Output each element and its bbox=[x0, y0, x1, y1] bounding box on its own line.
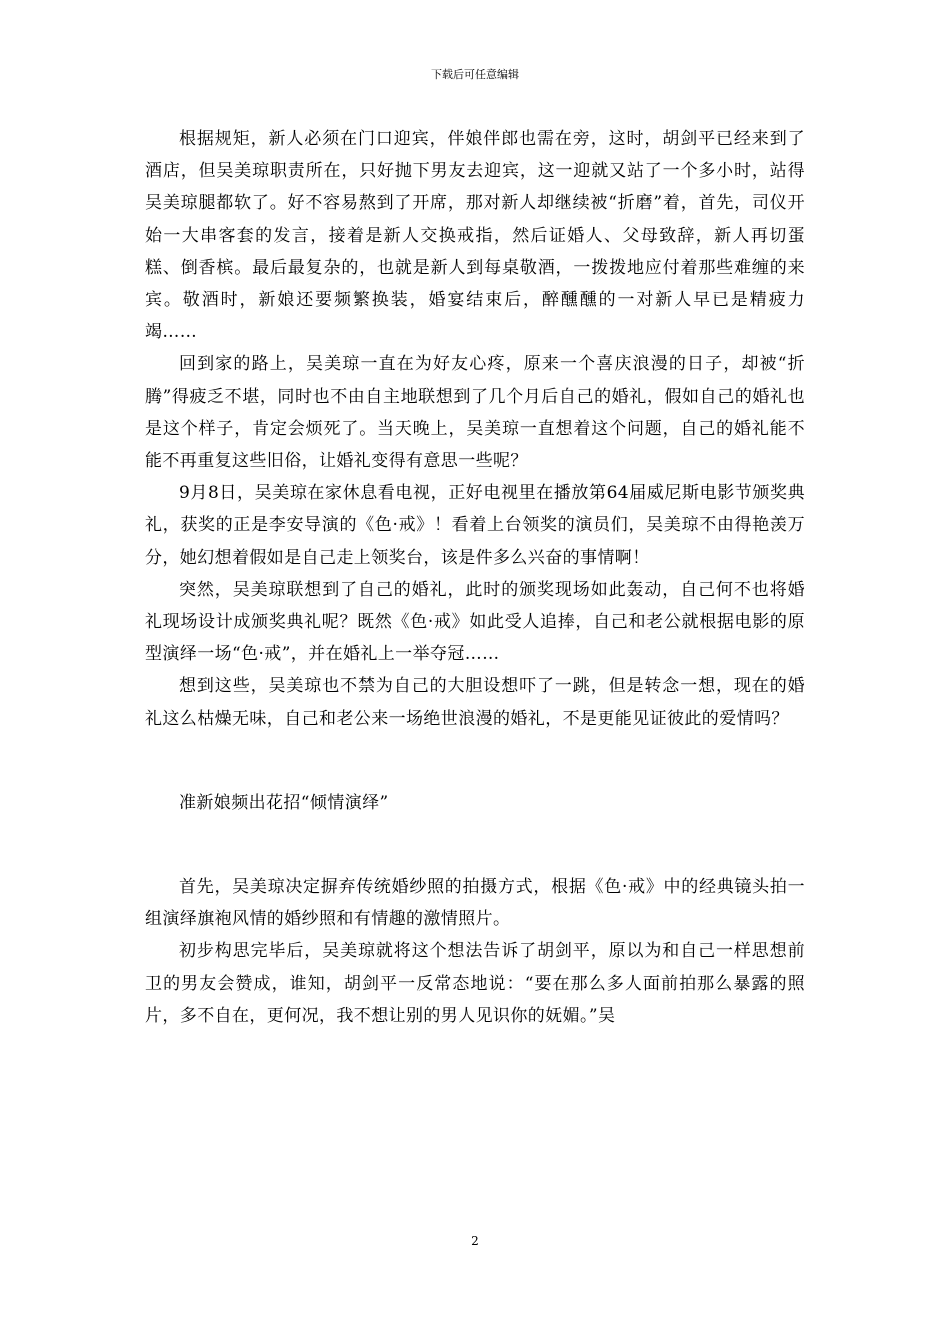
page-header: 下载后可任意编辑 bbox=[431, 68, 519, 81]
paragraph-5: 想到这些，吴美琼也不禁为自己的大胆设想吓了一跳，但是转念一想，现在的婚礼这么枯燥无味，自己和老公来一场绝世浪漫的婚礼，不是更能见证彼此的爱情吗？ bbox=[145, 676, 805, 729]
paragraph-6: 首先，吴美琼决定摒弃传统婚纱照的拍摄方式，根据《色·戒》中的经典镜头拍一组演绎旗袍风情的婚纱照和有情趣的激情照片。 bbox=[145, 877, 805, 930]
paragraph-2: 回到家的路上，吴美琼一直在为好友心疼，原来一个喜庆浪漫的日子，却被“折腾”得疲乏不堪，同时也不由自主地联想到了几个月后自己的婚礼，假如自己的婚礼也是这个样子，肯定会烦死了。当天晚上，吴美琼一直想着这个问题，自己的婚礼能不能不再重复这些旧俗，让婚礼变得有意思一些呢？ bbox=[145, 354, 805, 472]
section-heading: 准新娘频出花招“倾情演绎” bbox=[179, 792, 389, 813]
page-number: 2 bbox=[471, 1234, 479, 1248]
paragraph-7: 初步构思完毕后，吴美琼就将这个想法告诉了胡剑平，原以为和自己一样思想前卫的男友会赞成，谁知，胡剑平一反常态地说：“要在那么多人面前拍那么暴露的照片，多不自在，更何况，我不想让别的男人见识你的妩媚。”吴 bbox=[145, 941, 805, 1026]
paragraph-1: 根据规矩，新人必须在门口迎宾，伴娘伴郎也需在旁，这时，胡剑平已经来到了酒店，但吴美琼职责所在，只好抛下男友去迎宾，这一迎就又站了一个多小时，站得吴美琼腿都软了。好不容易熬到了开席，那对新人却继续被“折磨”着，首先，司仪开始一大串客套的发言，接着是新人交换戒指，然后证婚人、父母致辞，新人再切蛋糕、倒香槟。最后最复杂的，也就是新人到每桌敬酒，一拨拨地应付着那些难缠的来宾。敬酒时，新娘还要频繁换装，婚宴结束后，醉醺醺的一对新人早已是精疲力竭…… bbox=[145, 129, 805, 343]
paragraph-4: 突然，吴美琼联想到了自己的婚礼，此时的颁奖现场如此轰动，自己何不也将婚礼现场设计成颁奖典礼呢？既然《色·戒》如此受人追捧，自己和老公就根据电影的原型演绎一场“色·戒”，并在婚礼上一举夺冠…… bbox=[145, 579, 805, 665]
paragraph-3: 9月8日，吴美琼在家休息看电视，正好电视里在播放第64届威尼斯电影节颁奖典礼，获奖的正是李安导演的《色·戒》！看着上台领奖的演员们，吴美琼不由得艳羡万分，她幻想着假如是自己走上领奖台，该是件多么兴奋的事情啊！ bbox=[145, 483, 805, 568]
body-text bbox=[145, 123, 805, 1032]
